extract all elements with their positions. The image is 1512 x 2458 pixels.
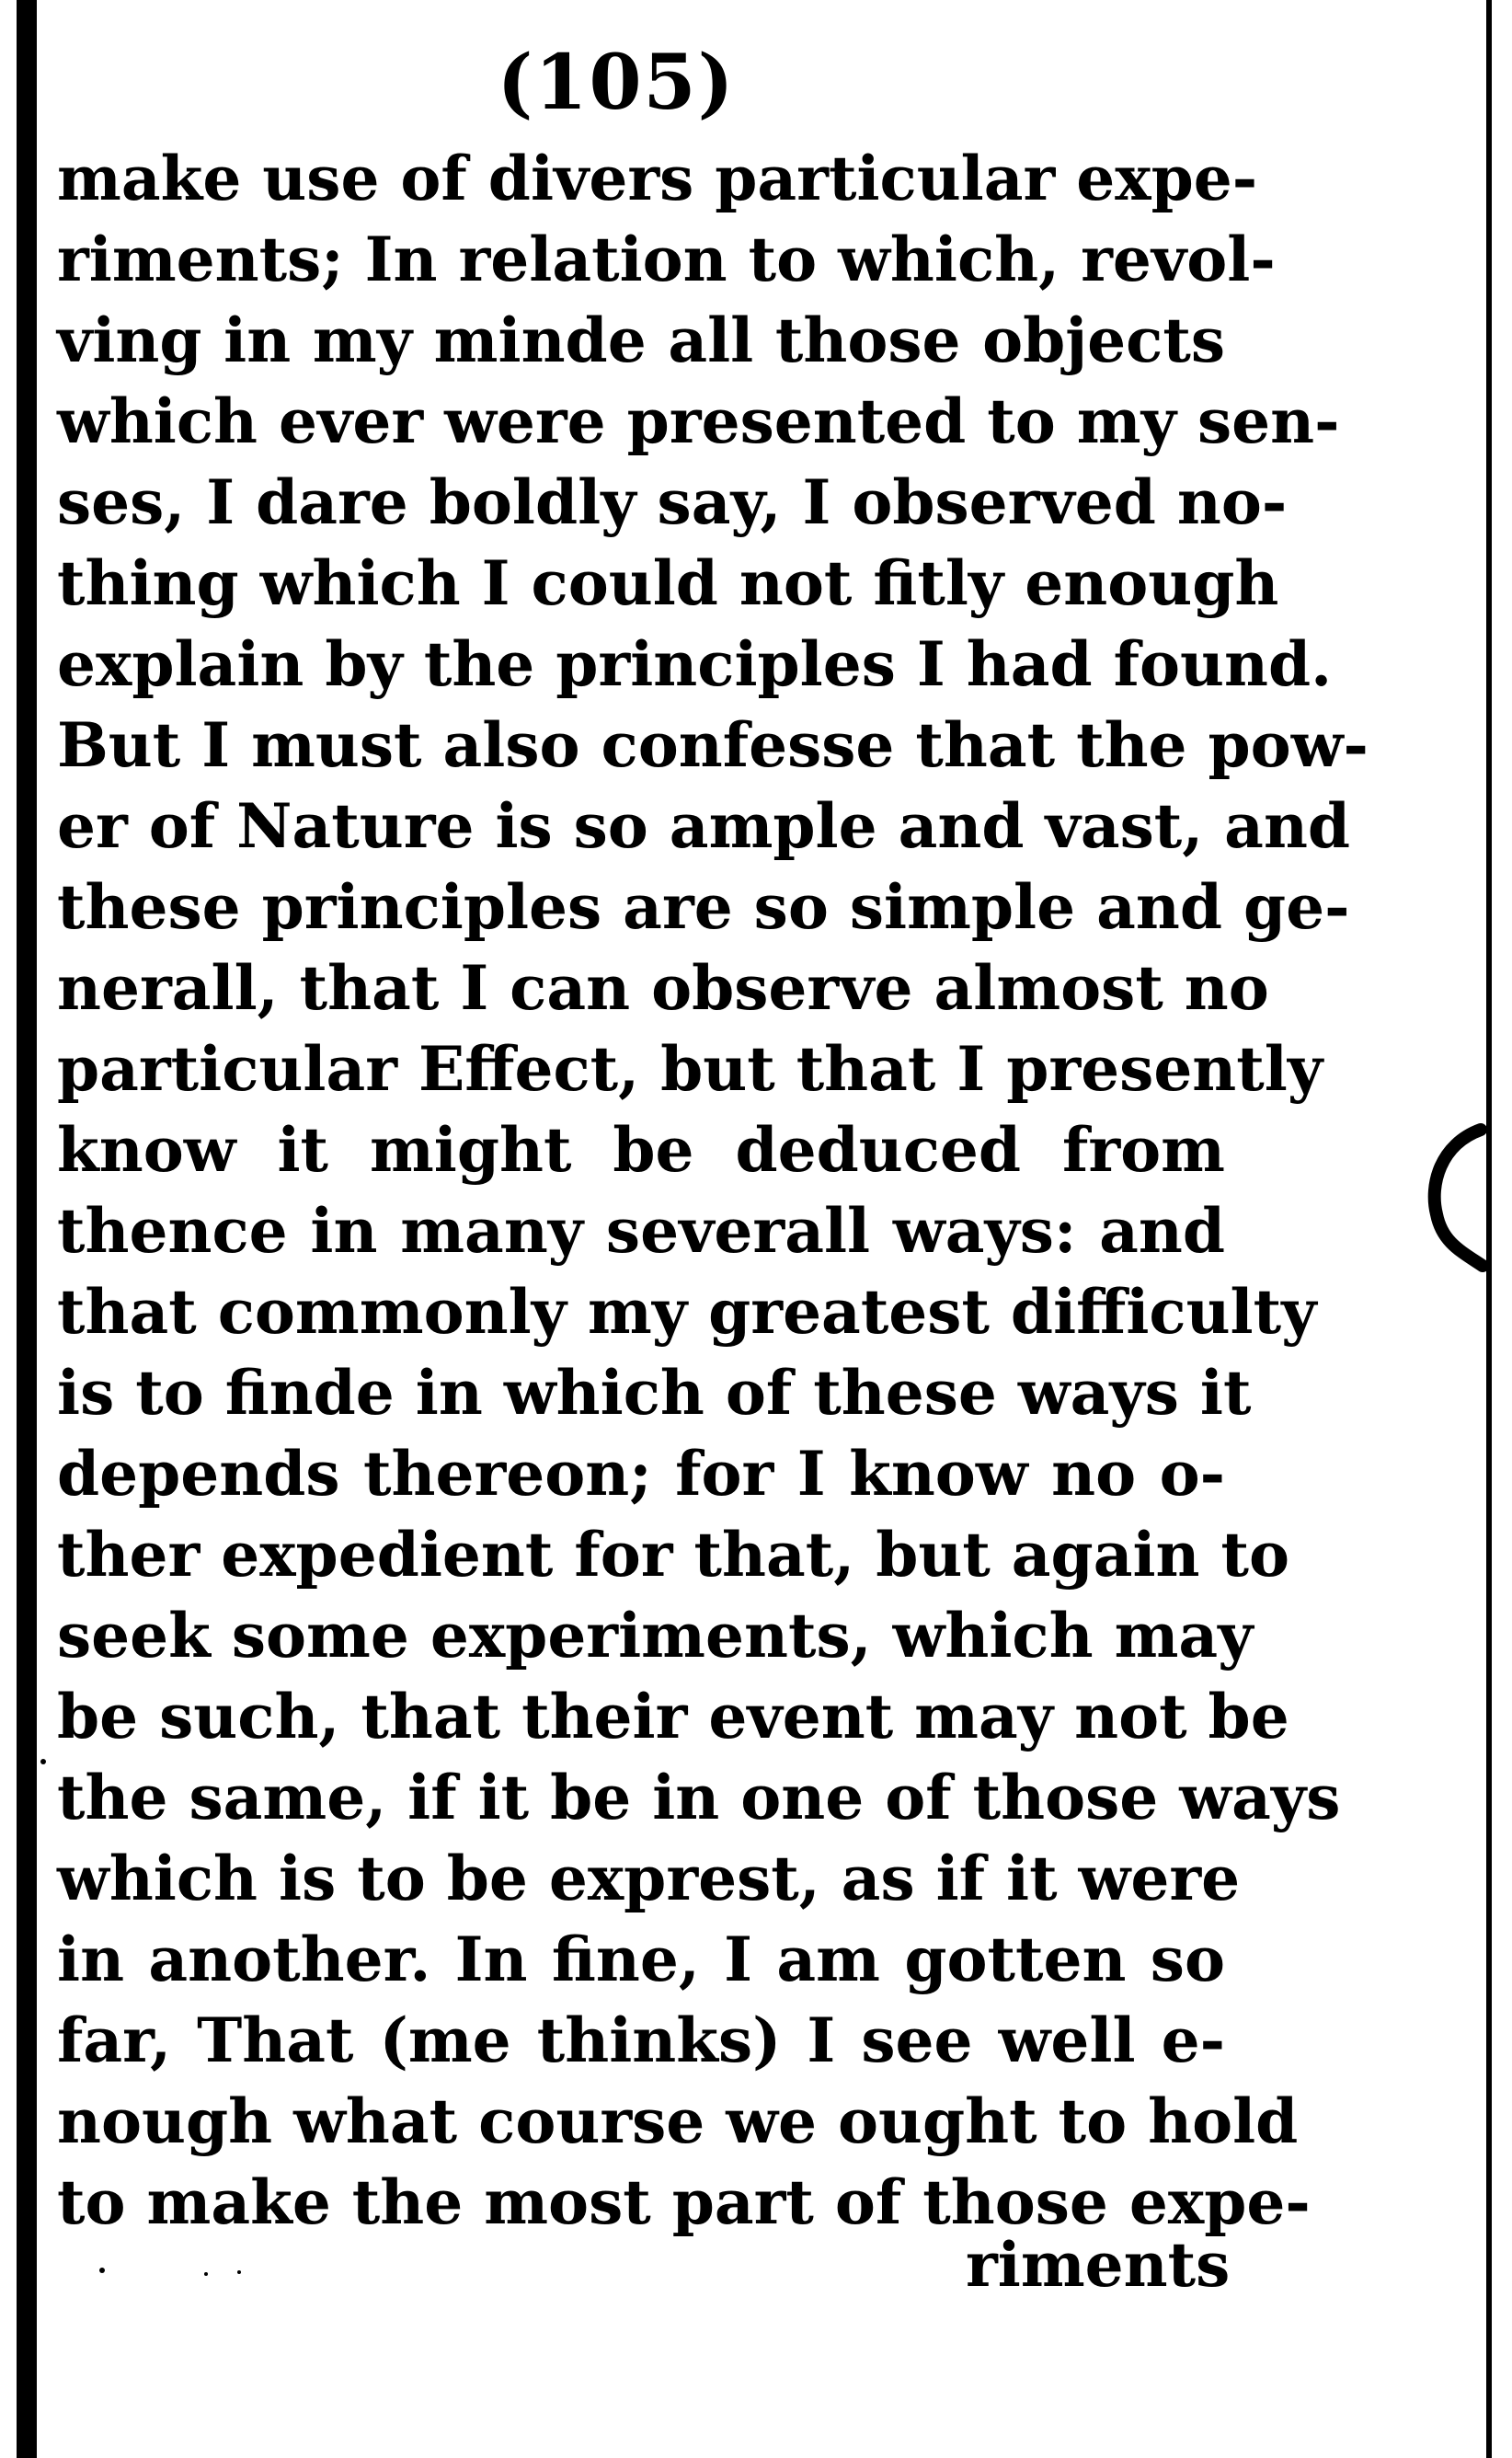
text-line: nough what course we ought to hold xyxy=(57,2085,1299,2157)
text-line: to make the most part of those expe- xyxy=(57,2166,1311,2238)
text-line: these principles are so simple and ge- xyxy=(57,871,1350,943)
text-line: far, That (me thinks) I see well e- xyxy=(57,2004,1225,2076)
ink-speck xyxy=(237,2270,241,2274)
text-line: seek some experiments, which may xyxy=(57,1600,1254,1671)
text-line: in another. In fine, I am gotten so xyxy=(57,1924,1225,1995)
text-line: which ever were presented to my sen- xyxy=(57,385,1340,457)
left-page-border xyxy=(17,0,37,2458)
ink-speck xyxy=(204,2272,208,2276)
text-line: riments; In relation to which, revol- xyxy=(57,224,1276,295)
catchword: riments xyxy=(966,2229,1231,2301)
text-line: ses, I dare boldly say, I observed no- xyxy=(57,466,1288,538)
ink-speck xyxy=(40,1759,46,1764)
text-line: the same, if it be in one of those ways xyxy=(57,1762,1341,1833)
ink-speck xyxy=(99,2268,105,2273)
text-line: But I must also confesse that the pow- xyxy=(57,709,1369,781)
text-line: that commonly my greatest difficulty xyxy=(57,1276,1317,1348)
page-number: (105) xyxy=(497,39,736,127)
text-line: nerall, that I can observe almost no xyxy=(57,952,1269,1024)
text-line: thing which I could not fitly enough xyxy=(57,547,1279,619)
body-text xyxy=(57,138,1369,2243)
text-line: explain by the principles I had found. xyxy=(57,628,1333,700)
text-line: particular Effect, but that I presently xyxy=(57,1033,1323,1105)
text-line: thence in many severall ways: and xyxy=(57,1195,1225,1267)
text-line: know it might be deduced from xyxy=(57,1114,1225,1186)
text-line: is to finde in which of these ways it xyxy=(57,1357,1252,1429)
text-line: which is to be exprest, as if it were xyxy=(57,1843,1241,1914)
text-line: depends thereon; for I know no o- xyxy=(57,1438,1225,1510)
text-line: ving in my minde all those objects xyxy=(57,304,1225,376)
text-line: er of Nature is so ample and vast, and xyxy=(57,790,1351,862)
text-line: be such, that their event may not be xyxy=(57,1681,1289,1752)
bleed-through-mark xyxy=(1424,1113,1488,1297)
text-line: make use of divers particular expe- xyxy=(57,143,1258,214)
text-line: ther expedient for that, but again to xyxy=(57,1519,1290,1591)
